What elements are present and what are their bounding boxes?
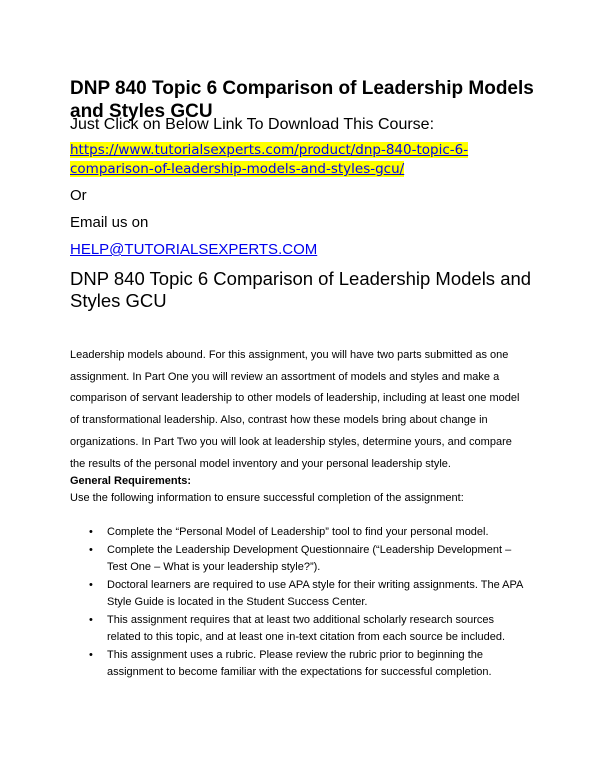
email-link[interactable]: HELP@TUTORIALSEXPERTS.COM — [70, 241, 318, 258]
download-link[interactable]: https://www.tutorialsexperts.com/product/dnp-840-topic-6-comparison-of-leadership-models-and-styles-gcu/ — [70, 142, 469, 177]
list-item: • Doctoral learners are required to use APA style for their writing assignments. The APA Style Guide is located in the Student Success Center. — [70, 577, 530, 612]
document-title: DNP 840 Topic 6 Comparison of Leadership Models and Styles GCU — [70, 78, 534, 122]
download-instruction: Just Click on Below Link To Download This Course: — [70, 116, 435, 133]
email-label: Email us on — [70, 214, 149, 231]
download-link-paragraph — [70, 141, 530, 179]
requirements-list — [70, 524, 530, 682]
requirements-intro: Use the following information to ensure successful completion of the assignment: — [70, 492, 464, 504]
list-item: • Complete the “Personal Model of Leadership” tool to find your personal model. — [70, 524, 530, 542]
list-item: • This assignment requires that at least two additional scholarly research sources related to this topic, and at least one in-text citation from each source be included. — [70, 612, 530, 647]
list-item: • Complete the Leadership Development Questionnaire (“Leadership Development – Test One – What is your leadership style?”). — [70, 542, 530, 577]
email-paragraph — [70, 240, 317, 260]
requirements-heading: General Requirements: — [70, 475, 192, 487]
assignment-description: Leadership models abound. For this assignment, you will have two parts submitted as one assignment. In Part One you will review an assortment of models and styles and make a comparison of servant leadership to other models of leadership, including at least one model of transformational leadership. Also, contrast how these models bring about change in organizations. In Part Two you will look at leadership styles, determine yours, and compare the results of the personal model inventory and your personal leadership style. — [70, 349, 520, 470]
or-text: Or — [70, 187, 87, 204]
section-heading: DNP 840 Topic 6 Comparison of Leadership Models and Styles GCU — [70, 268, 532, 311]
list-item: • This assignment uses a rubric. Please review the rubric prior to beginning the assignment to become familiar with the expectations for successful completion. — [70, 647, 530, 682]
